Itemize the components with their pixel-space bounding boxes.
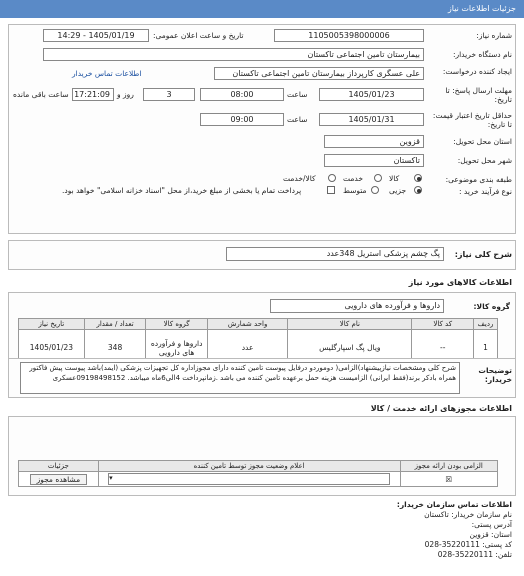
attachments-table	[18, 460, 498, 487]
required-checkbox-icon: ☒	[445, 474, 453, 484]
process-label: نوع فرآیند خرید :	[458, 187, 512, 196]
creator-field: علی عسگری کارپرداز بیمارستان تامین اجتماعی تاکستان	[214, 67, 424, 80]
page-title: جزئیات اطلاعات نیاز	[0, 0, 524, 18]
org-postal: کد پستی: 35220111-028	[424, 540, 512, 549]
reply-time-label: ساعت	[287, 90, 308, 99]
reply-date-field: 1405/01/23	[319, 88, 424, 101]
cell-date: 1405/01/23	[19, 330, 85, 366]
validity-date-field: 1405/01/31	[319, 113, 424, 126]
payment-note: پرداخت تمام یا بخشی از مبلغ خرید،از محل "اسناد خزانه اسلامی" خواهد بود.	[62, 186, 302, 195]
treasury-checkbox[interactable]	[327, 186, 335, 194]
org-phone: تلفن: 35220111-028	[437, 550, 512, 559]
radio-goods-service[interactable]	[328, 174, 336, 182]
org-contact	[397, 500, 512, 560]
category-label: طبقه بندی موضوعی:	[445, 175, 512, 184]
province-field: قزوین	[324, 135, 424, 148]
view-license-button[interactable]: مشاهده مجوز	[30, 474, 88, 485]
col-required: الزامی بودن ارائه مجوز	[400, 461, 498, 472]
radio-goods-service-label: کالا/خدمت	[283, 174, 316, 183]
radio-medium-label: متوسط	[343, 186, 367, 195]
col-unit: واحد شمارش	[207, 319, 287, 330]
goods-table-header	[19, 319, 498, 330]
attachments-title: اطلاعات مجوزهای ارائه خدمت / کالا	[370, 404, 512, 413]
org-contact-title: اطلاعات تماس سازمان خریدار:	[396, 500, 512, 509]
remaining-label: ساعت باقی مانده	[13, 90, 69, 99]
need-number-field: 1105005398000006	[274, 29, 424, 42]
org-postal-label: آدرس پستی:	[471, 520, 512, 529]
goods-info-title: اطلاعات کالاهای مورد نیاز	[408, 278, 512, 287]
buyer-contact-link[interactable]: اطلاعات تماس خریدار	[72, 69, 142, 78]
announce-label: تاریخ و ساعت اعلان عمومی:	[153, 31, 244, 40]
cell-unit: عدد	[207, 330, 287, 366]
cell-qty: 348	[84, 330, 146, 366]
summary-field: پگ چشم پزشکی استریل 348عدد	[226, 247, 444, 261]
col-qty: تعداد / مقدار	[84, 319, 146, 330]
goods-group-field: داروها و فرآورده های دارویی	[270, 299, 444, 313]
reply-time-field: 08:00	[200, 88, 284, 101]
attachments-header	[19, 461, 498, 472]
table-row	[19, 472, 498, 487]
need-number-label: شماره نیاز:	[476, 31, 512, 40]
cell-group: داروها و فرآورده های دارویی	[146, 330, 208, 366]
radio-service-label: خدمت	[343, 174, 363, 183]
validity-time-field: 09:00	[200, 113, 284, 126]
radio-minor[interactable]	[414, 186, 422, 194]
province-label: استان محل تحویل:	[453, 137, 512, 146]
details-cell	[19, 472, 99, 487]
org-province: استان: قزوین	[469, 530, 512, 539]
required-cell	[400, 472, 498, 487]
org-name: نام سازمان خریدار: تاکستان	[424, 510, 512, 519]
buyer-org-label: نام دستگاه خریدار:	[452, 50, 512, 59]
description-label: توضیحات خریدار:	[478, 366, 512, 384]
creator-label: ایجاد کننده درخواست:	[442, 67, 512, 76]
radio-medium[interactable]	[371, 186, 379, 194]
city-label: شهر محل تحویل:	[457, 156, 512, 165]
col-name: نام کالا	[288, 319, 412, 330]
city-field: تاکستان	[324, 154, 424, 167]
cell-name: ویال پگ اسپارگلیس	[288, 330, 412, 366]
reply-deadline-label: مهلت ارسال پاسخ: تا تاریخ:	[445, 86, 512, 104]
radio-minor-label: جزیی	[389, 186, 407, 195]
remaining-time-field: 17:21:09	[72, 88, 114, 101]
col-group: گروه کالا	[146, 319, 208, 330]
radio-goods[interactable]	[414, 174, 422, 182]
days-label: روز و	[117, 90, 134, 99]
col-row: ردیف	[474, 319, 498, 330]
summary-label: شرح کلی نیاز:	[454, 250, 512, 259]
description-field: شرح کلی ومشخصات نیازپیشنهاد)الزامی( دوموردو درفایل پیوست تامین کننده دارای مجوزاداره کل تجهیزات پزشکی (ایمد)باشد پیوست پیش فاکتور همراه بادکر برند(فقط ایرانی) الزامیست هزینه حمل برعهده تامین کننده می باشد .زمانپرداخت 4الی6ماه میباشد. 09198498152عسکری	[20, 362, 460, 394]
days-remaining-field: 3	[143, 88, 195, 101]
radio-goods-label: کالا	[389, 174, 400, 183]
col-code: کد کالا	[412, 319, 474, 330]
radio-service[interactable]	[374, 174, 382, 182]
cell-row: 1	[474, 330, 498, 366]
validity-time-label: ساعت	[287, 115, 308, 124]
status-dropdown[interactable]: ▾	[108, 473, 390, 485]
col-status: اعلام وضعیت مجوز توسط تامین کننده	[98, 461, 400, 472]
validity-label: حداقل تاریخ اعتبار قیمت: تا تاریخ:	[432, 111, 512, 129]
cell-code: --	[412, 330, 474, 366]
announce-field: 1405/01/19 - 14:29	[43, 29, 149, 42]
col-details: جزئیات	[19, 461, 99, 472]
status-cell[interactable]	[98, 472, 400, 487]
buyer-org-field: بیمارستان تامین اجتماعی تاکستان	[43, 48, 424, 61]
goods-group-label: گروه کالا:	[473, 302, 510, 311]
col-date: تاریخ نیاز	[19, 319, 85, 330]
